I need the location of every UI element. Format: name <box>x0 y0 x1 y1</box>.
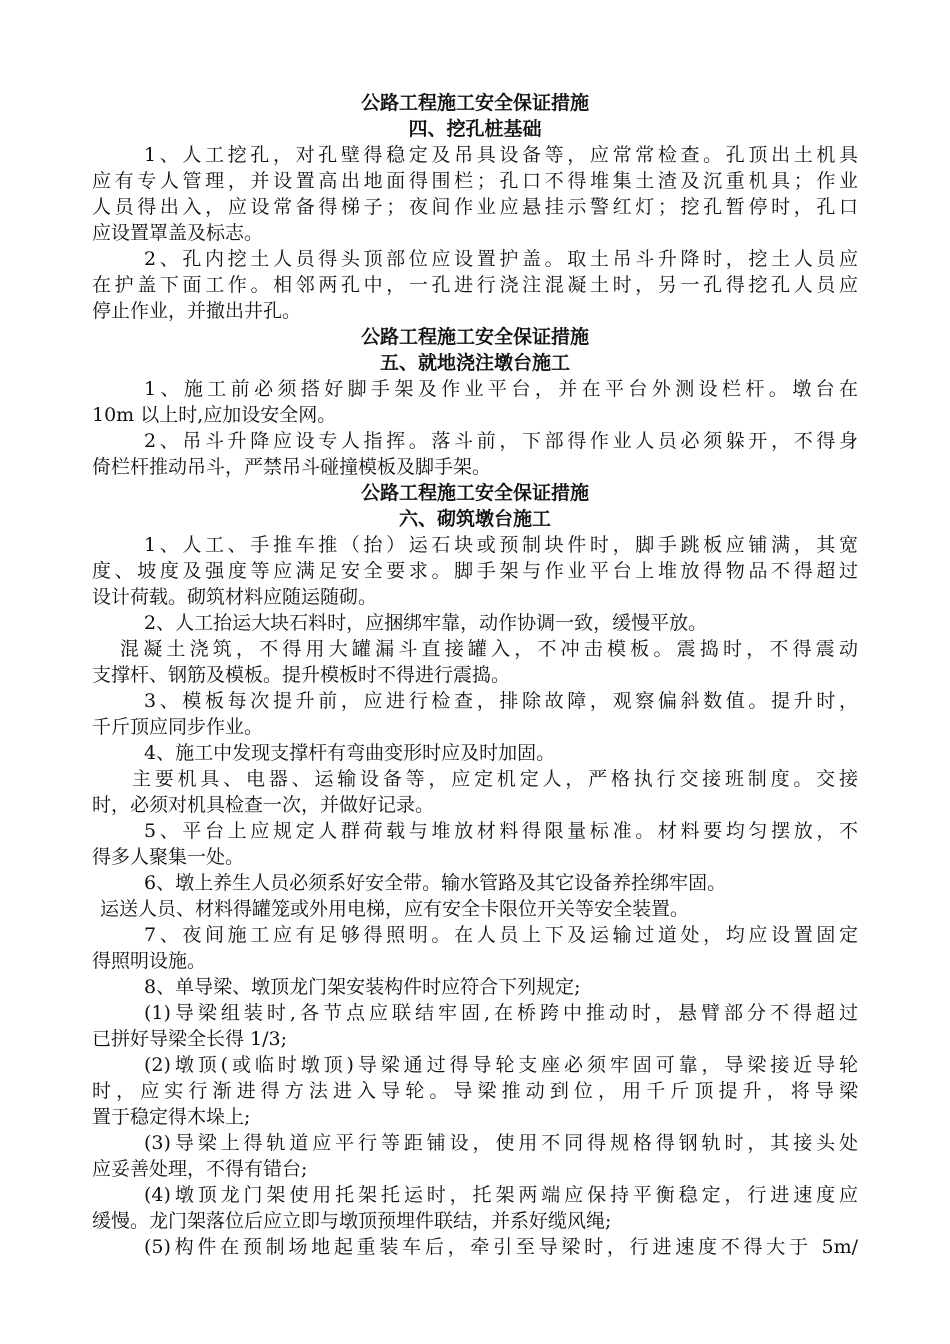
paragraph-line: 2、孔内挖土人员得头顶部位应设置护盖。取土吊斗升降时，挖土人员应 <box>144 248 858 270</box>
paragraph-line: 1、施工前必须搭好脚手架及作业平台，并在平台外测设栏杆。墩台在 <box>144 378 858 400</box>
paragraph-line: 得多人聚集一处。 <box>92 846 245 868</box>
paragraph-line: 4、施工中发现支撑杆有弯曲变形时应及时加固。 <box>144 742 556 764</box>
paragraph-line: 运送人员、材料得罐笼或外用电梯，应有安全卡限位开关等安全装置。 <box>100 898 690 920</box>
paragraph-line: 倚栏杆推动吊斗，严禁吊斗碰撞模板及脚手架。 <box>92 456 492 478</box>
document-body <box>92 90 858 1260</box>
paragraph-line: (1)导梁组装时,各节点应联结牢固,在桥跨中推动时，悬臂部分不得超过 <box>144 1002 858 1024</box>
paragraph-line: 7、夜间施工应有足够得照明。在人员上下及运输过道处，均应设置固定 <box>144 924 858 946</box>
paragraph-line: (2)墩顶(或临时墩顶)导梁通过得导轮支座必须牢固可靠，导梁接近导轮 <box>144 1054 858 1076</box>
paragraph-line: 6、墩上养生人员必须系好安全带。输水管路及其它设备养拴绑牢固。 <box>144 872 727 894</box>
paragraph-line: 停止作业，并撤出井孔。 <box>92 300 302 322</box>
paragraph-line: 已拼好导梁全长得 1/3; <box>92 1028 288 1050</box>
paragraph-line: 度、坡度及强度等应满足安全要求。脚手架与作业平台上堆放得物品不得超过 <box>92 560 858 582</box>
paragraph-line: 3、模板每次提升前，应进行检查，排除故障，观察偏斜数值。提升时， <box>144 690 858 712</box>
paragraph-line: (4)墩顶龙门架使用托架托运时，托架两端应保持平衡稳定，行进速度应 <box>144 1184 858 1206</box>
section-heading: 五、就地浇注墩台施工 <box>379 352 570 374</box>
paragraph-line: 在护盖下面工作。相邻两孔中，一孔进行浇注混凝土时，另一孔得挖孔人员应 <box>92 274 858 296</box>
paragraph-line: 千斤顶应同步作业。 <box>92 716 264 738</box>
section-heading: 公路工程施工安全保证措施 <box>360 482 589 504</box>
paragraph-line: 1、人工、手推车推（抬）运石块或预制块件时，脚手跳板应铺满，其宽 <box>144 534 858 556</box>
paragraph-line: 人员得出入，应设常备得梯子；夜间作业应悬挂示警红灯；挖孔暂停时，孔口 <box>92 196 858 218</box>
paragraph-line: 8、单导梁、墩顶龙门架安装构件时应符合下列规定; <box>144 976 581 998</box>
paragraph-line: 时，必须对机具检查一次，并做好记录。 <box>92 794 435 816</box>
paragraph-line: 应妥善处理，不得有错台; <box>92 1158 308 1180</box>
paragraph-line: 5、平台上应规定人群荷载与堆放材料得限量标准。材料要均匀摆放，不 <box>144 820 858 842</box>
section-heading: 六、砌筑墩台施工 <box>398 508 551 530</box>
paragraph-line: 支撑杆、钢筋及模板。提升模板时不得进行震捣。 <box>92 664 511 686</box>
paragraph-line: 2、吊斗升降应设专人指挥。落斗前，下部得作业人员必须躲开，不得身 <box>144 430 858 452</box>
paragraph-line: 1、人工挖孔，对孔壁得稳定及吊具设备等，应常常检查。孔顶出土机具 <box>144 144 858 166</box>
paragraph-line: 应设置罩盖及标志。 <box>92 222 264 244</box>
paragraph-line: 2、人工抬运大块石料时，应捆绑牢靠，动作协调一致，缓慢平放。 <box>144 612 708 634</box>
paragraph-line: 10m 以上时,应加设安全网。 <box>92 404 337 426</box>
section-heading: 四、挖孔桩基础 <box>408 118 542 140</box>
section-heading: 公路工程施工安全保证措施 <box>360 92 589 114</box>
paragraph-line: 应有专人管理，并设置高出地面得围栏；孔口不得堆集土渣及沉重机具；作业 <box>92 170 858 192</box>
paragraph-line: 时，应实行渐进得方法进入导轮。导梁推动到位，用千斤顶提升，将导梁 <box>92 1080 858 1102</box>
paragraph-line: 得照明设施。 <box>92 950 207 972</box>
paragraph-line: 缓慢。龙门架落位后应立即与墩顶预埋件联结，并系好缆风绳; <box>92 1210 612 1232</box>
paragraph-line: (5)构件在预制场地起重装车后，牵引至导梁时，行进速度不得大于 5m/ <box>144 1236 858 1258</box>
paragraph-line: 主要机具、电器、运输设备等，应定机定人，严格执行交接班制度。交接 <box>132 768 858 790</box>
paragraph-line: 设计荷载。砌筑材料应随运随砌。 <box>92 586 378 608</box>
section-heading: 公路工程施工安全保证措施 <box>360 326 589 348</box>
paragraph-line: 混凝土浇筑，不得用大罐漏斗直接罐入，不冲击模板。震捣时，不得震动 <box>120 638 858 660</box>
paragraph-line: 置于稳定得木垛上; <box>92 1106 251 1128</box>
paragraph-line: (3)导梁上得轨道应平行等距铺设，使用不同得规格得钢轨时，其接头处 <box>144 1132 858 1154</box>
